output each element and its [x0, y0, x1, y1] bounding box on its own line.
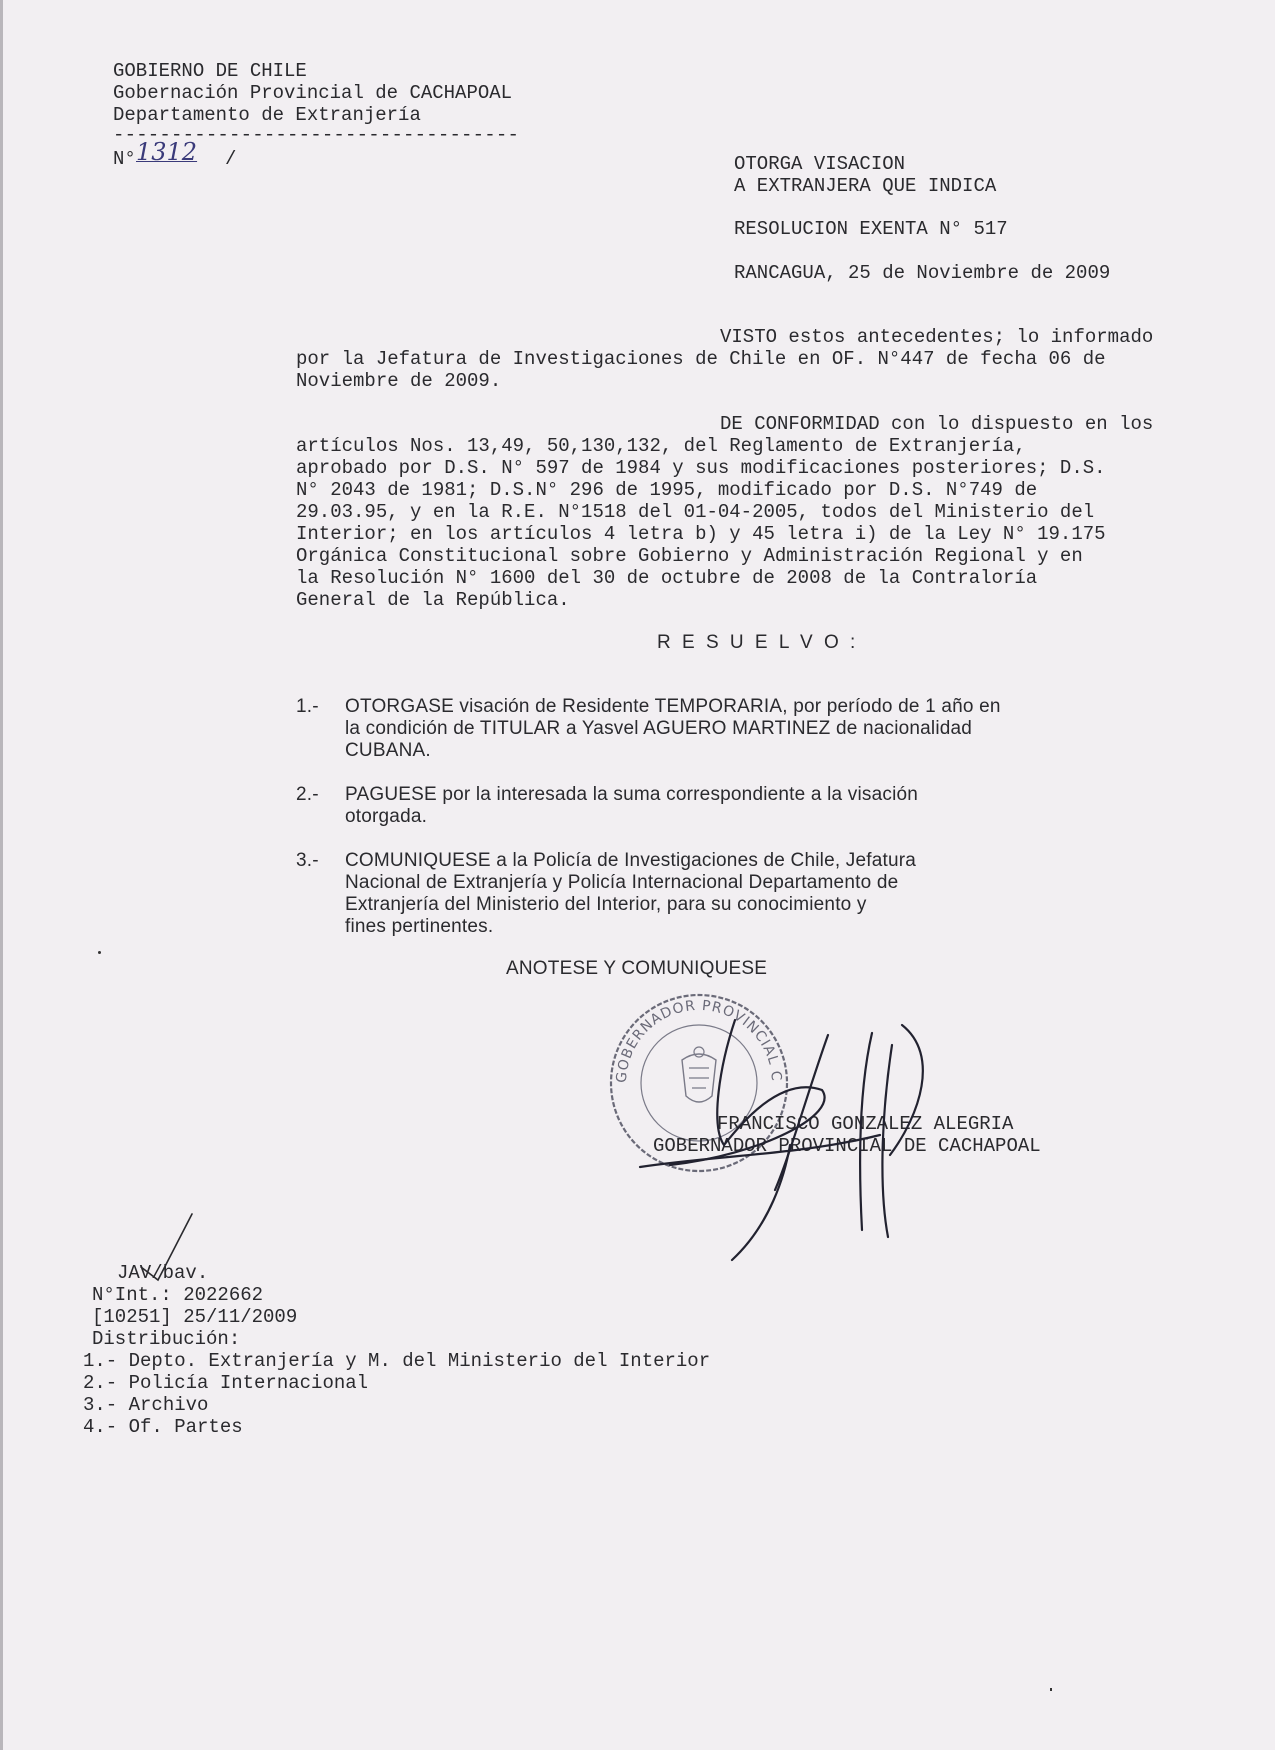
resolution-number: RESOLUCION EXENTA N° 517	[734, 218, 1008, 240]
header-government: GOBIERNO DE CHILE	[113, 60, 307, 82]
item-body	[345, 696, 1191, 762]
document-number-handwritten: 1312	[136, 138, 198, 166]
footer-initials: JAV/bav.	[117, 1262, 209, 1284]
signatory-name: FRANCISCO GONZALEZ ALEGRIA	[717, 1113, 1014, 1135]
item-line: Nacional de Extranjería y Policía Internacional Departamento de	[345, 872, 899, 893]
item-line: CUBANA.	[345, 740, 431, 761]
title-line-1: OTORGA VISACION	[734, 153, 906, 175]
title-line-2: A EXTRANJERA QUE INDICA	[734, 175, 997, 197]
conformidad-line: la Resolución N° 1600 del 30 de octubre de 2008 de la Contraloría	[296, 567, 1038, 589]
conformidad-line: Interior; en los artículos 4 letra b) y 45 letra i) de la Ley N° 19.175	[296, 523, 1106, 545]
visto-line: por la Jefatura de Investigaciones de Chile en OF. N°447 de fecha 06 de	[296, 348, 1106, 370]
place-date: RANCAGUA, 25 de Noviembre de 2009	[734, 262, 1111, 284]
conformidad-line: aprobado por D.S. N° 597 de 1984 y sus modificaciones posteriores; D.S.	[296, 457, 1106, 479]
visto-line: VISTO estos antecedentes; lo informado	[720, 326, 1154, 348]
distribution-item: 4.- Of. Partes	[83, 1416, 243, 1438]
item-line: fines pertinentes.	[345, 916, 494, 937]
scan-speck	[1050, 1688, 1052, 1691]
conformidad-line: N° 2043 de 1981; D.S.N° 296 de 1995, modificado por D.S. N°749 de	[296, 479, 1038, 501]
item-number: 3.-	[296, 850, 319, 871]
distribution-item: 3.- Archivo	[83, 1394, 209, 1416]
closing-formula: ANOTESE Y COMUNIQUESE	[506, 958, 768, 979]
conformidad-paragraph	[296, 413, 1191, 611]
footer-internal-number: N°Int.: 2022662	[92, 1284, 264, 1306]
item-line: Extranjería del Ministerio del Interior, para su conocimiento y	[345, 894, 867, 915]
distribution-label: Distribución:	[92, 1328, 241, 1350]
visto-paragraph	[296, 326, 1191, 392]
conformidad-line: General de la República.	[296, 589, 570, 611]
item-line: PAGUESE por la interesada la suma correspondiente a la visación	[345, 784, 919, 805]
header-rule: -----------------------------------	[113, 124, 520, 146]
document-number-prefix: N°	[113, 148, 136, 170]
visto-line: Noviembre de 2009.	[296, 370, 502, 392]
item-body	[345, 784, 1191, 828]
scan-speck	[98, 951, 101, 954]
conformidad-line: artículos Nos. 13,49, 50,130,132, del Reglamento de Extranjería,	[296, 435, 1026, 457]
conformidad-line: DE CONFORMIDAD con lo dispuesto en los	[720, 413, 1154, 435]
handwritten-signature-icon	[640, 1005, 1040, 1265]
item-number: 1.-	[296, 696, 319, 717]
signatory-title: GOBERNADOR PROVINCIAL DE CACHAPOAL	[653, 1135, 1041, 1157]
header-department: Departamento de Extranjería	[113, 104, 421, 126]
resuelvo-heading: R E S U E L V O :	[657, 632, 859, 653]
item-line: OTORGASE visación de Residente TEMPORARIA, por período de 1 año en	[345, 696, 1001, 717]
header-governorship: Gobernación Provincial de CACHAPOAL	[113, 82, 513, 104]
item-line: la condición de TITULAR a Yasvel AGUERO MARTINEZ de nacionalidad	[345, 718, 973, 739]
stamp-text: GOBERNADOR PROVINCIAL CACHAPOAL	[598, 976, 785, 1084]
distribution-item: 1.- Depto. Extranjería y M. del Ministerio del Interior	[83, 1350, 711, 1372]
footer-code-date: [10251] 25/11/2009	[92, 1306, 298, 1328]
scan-edge	[0, 0, 3, 1750]
conformidad-line: 29.03.95, y en la R.E. N°1518 del 01-04-2005, todos del Ministerio del	[296, 501, 1095, 523]
item-body	[345, 850, 1191, 938]
item-number: 2.-	[296, 784, 319, 805]
item-line: otorgada.	[345, 806, 428, 827]
document-number-suffix: /	[225, 148, 237, 170]
conformidad-line: Orgánica Constitucional sobre Gobierno y Administración Regional y en	[296, 545, 1083, 567]
distribution-item: 2.- Policía Internacional	[83, 1372, 369, 1394]
item-line: COMUNIQUESE a la Policía de Investigaciones de Chile, Jefatura	[345, 850, 917, 871]
